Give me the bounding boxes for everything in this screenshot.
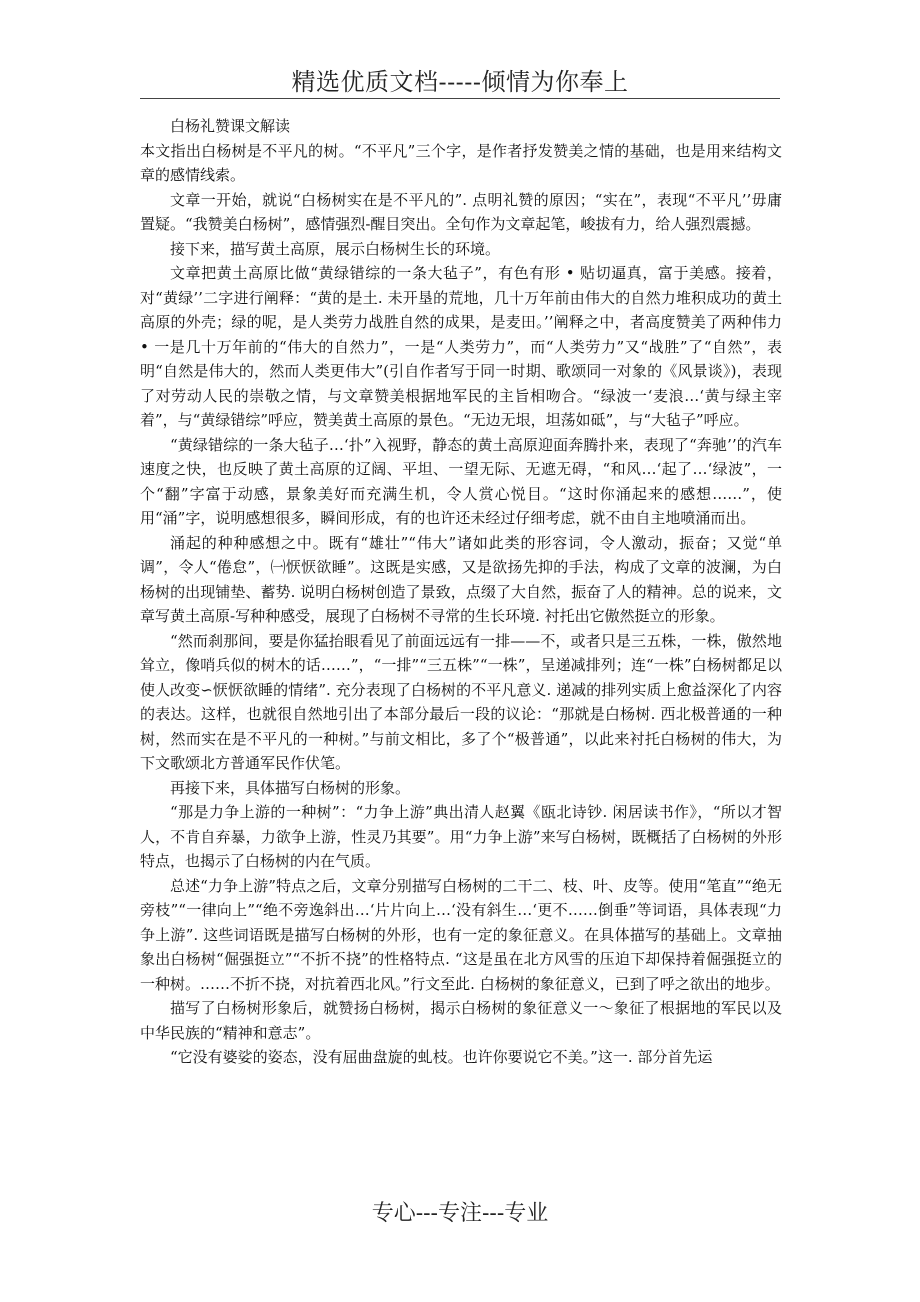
article-paragraph: 本文指出白杨树是不平凡的树。“不平凡”三个字，是作者抒发赞美之情的基础，也是用来结构文章的感情线索。 [140,141,782,184]
article-paragraph: 涌起的种种感想之中。既有“雄壮”“伟大”诸如此类的形容词，令人激动，振奋；又觉“单调”，令人“倦怠”，㈠恹恹欲睡”。这既是实感，又是欲扬先抑的手法，构成了文章的波澜，为白杨树的出现铺垫、蓄势. 说明白杨树创造了景致，点缀了大自然，振奋了人的精神。总的说来，文章写黄土高原-写种种感受，展现了白杨树不寻常的生长环境. 衬托出它傲然挺立的形象。 [140,533,782,625]
article-paragraph: 再接下来，具体描写白杨树的形象。 [170,778,411,797]
page-header: 精选优质文档-----倾情为你奉上 [291,68,629,96]
article-paragraph: 文章把黄土高原比做“黄绿错综的一条大毡子”，有色有形 • 贴切逼真，富于美感。接着，对“黄绿’’二字进行阐释：“黄的是土. 未开垦的荒地，几十万年前由伟大的自然力堆积成功的黄土高原的外壳；绿的呢，是人类劳力战胜自然的成果，是麦田。’’阐释之中，者高度赞美了两种伟力 • 一是几十万年前的“伟大的自然力”，一是“人类劳力”，而“人类劳力”又“战胜”了“自然”，表明“自然是伟大的，然而人类更伟大”(引自作者写于同一时期、歌颂同一对象的《风景谈》)，表现了对劳动人民的崇敬之情，与文章赞美根据地军民的主旨相吻合。“绿波一‘麦浪…‘黄与绿主宰着”，与“黄绿错综”呼应，赞美黄土高原的景色。“无边无垠，坦荡如砥”，与“大毡子”呼应。 [140,264,782,429]
article-paragraph: “然而刹那间，要是你猛抬眼看见了前面远远有一排——不，或者只是三五株，一株，傲然地耸立，像哨兵似的树木的话……”，“一排”“三五株”“一株”，呈递减排列；连“一株”白杨树都足以使人改变∽恹恹欲睡的情绪”. 充分表现了白杨树的不平凡意义. 递减的排列实质上愈益深化了内容的表达。这样，也就很自然地引出了本部分最后一段的议论：“那就是白杨树. 西北极普通的一种树，然而实在是不平凡的一种树。”与前文相比，多了个“极普通”，以此来衬托白杨树的伟大，为下文歌颂北方普通军民作伏笔。 [140,631,782,772]
page-footer: 专心---专注---专业 [371,1201,549,1226]
article-paragraph: “黄绿错综的一条大毡子…‘扑”入视野，静态的黄土高原迎面奔腾扑来，表现了“奔驰’’的汽车速度之快，也反映了黄土高原的辽阔、平坦、一望无际、无遮无碍，“和风…‘起了…‘绿波”，一个“翻”字富于动感，景象美好而充满生机，令人赏心悦目。“这时你涌起来的感想……”，使用“涌”字，说明感想很多，瞬间形成，有的也许还未经过仔细考虑，就不由自主地喷涌而出。 [140,435,782,527]
article-paragraph: “它没有婆娑的姿态，没有屈曲盘旋的虬枝。也许你要说它不美。”这一. 部分首先运 [170,1048,713,1066]
article-paragraph: 总述“力争上游”特点之后，文章分别描写白杨树的二干二、枝、叶、皮等。使用“笔直”“绝无旁枝”“一律向上”“绝不旁逸斜出…‘片片向上…‘没有斜生…‘更不……倒垂”等词语，具体表现“力争上游”. 这些词语既是描写白杨树的外形，也有一定的象征意义。在具体描写的基础上。文章抽象出白杨树“倔强挺立”“不折不挠”的性格特点. “这是虽在北方风雪的压迫下却保持着倔强挺立的一种树。……不折不挠，对抗着西北风。”行文至此. 白杨树的象征意义，已到了呼之欲出的地步。 [140,876,782,993]
article-paragraph: 描写了白杨树形象后，就赞扬白杨树，揭示白杨树的象征意义一～象征了根据地的军民以及中华民族的“精神和意志”。 [140,999,782,1042]
article-paragraph: “那是力争上游的一种树”：“力争上游”典出清人赵翼《瓯北诗钞. 闲居读书作》，“所以才智人，不肯自弃暴，力欲争上游，性灵乃其要”。用“力争上游”来写白杨树，既概括了白杨树的外形特点，也揭示了白杨树的内在气质。 [140,803,782,870]
header-divider [140,98,780,99]
article-paragraph: 接下来，描写黄土高原，展示白杨树生长的环境。 [170,239,501,258]
article-body [140,114,782,1070]
article-title: 白杨礼赞课文解读 [170,117,291,135]
article-paragraph: 文章一开始，就说“白杨树实在是不平凡的”. 点明礼赞的原因；“实在”，表现“不平凡’’毋庸置疑。“我赞美白杨树”，感情强烈-醒目突出。全句作为文章起笔，峻拔有力，给人强烈震撼。 [140,190,782,233]
